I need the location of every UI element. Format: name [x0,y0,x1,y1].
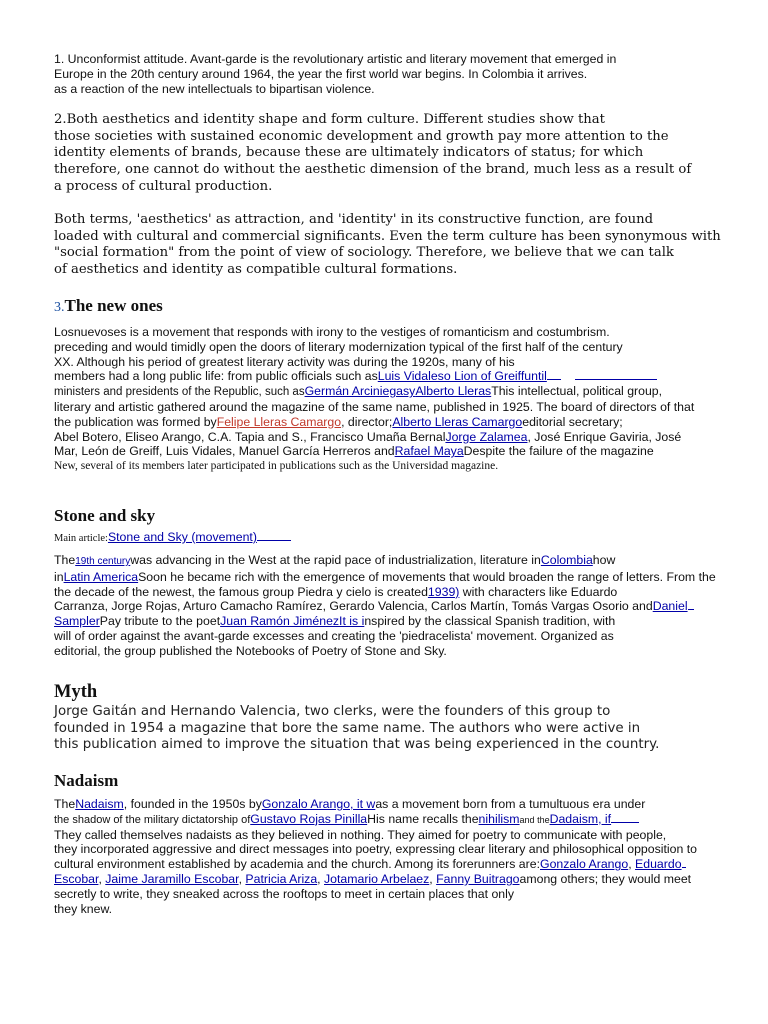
main-article-line [54,530,291,547]
text-line: 1. Unconformist attitude. Avant-garde is the revolutionary artistic and literary movement that emerged in [54,52,617,66]
both-terms-paragraph [54,212,754,279]
section-heading-new-ones [54,296,163,316]
link-latin-america[interactable]: Latin America [63,569,139,584]
link-gonzalo-arango[interactable]: Gonzalo Arango, it w [261,797,376,811]
text-line: Jorge Gaitán and Hernando Valencia, two clerks, were the founders of this group to [54,704,611,719]
link-jorge-zalamea[interactable]: Jorge Zalamea [445,429,528,444]
link-patricia-ariza[interactable]: Patricia Ariza [245,871,318,886]
link-fanny-buitrago[interactable]: Fanny Buitrago [436,871,520,886]
link-dadaism[interactable]: Dadaism, if [549,811,612,826]
link-underline-gap [682,857,686,868]
text-line: Both terms, 'aesthetics' as attraction, and 'identity' in its constructive function, are found [54,212,654,227]
link-underline-gap [688,599,694,610]
link-jaime-jaramillo-escobar[interactable]: Jaime Jaramillo Escobar [105,871,239,886]
section-number: 3. [54,300,65,315]
text-line: this publication aimed to improve the situation that was being experienced in the country. [54,737,660,753]
link-daniel-sampler[interactable]: Daniel [652,599,688,614]
link-underline-gap [257,530,291,541]
link-juan-ramon-jimenez[interactable]: Juan Ramón JiménezIt is i [220,614,365,629]
text-line: They called themselves nadaists as they believed in nothing. They aimed for poetry to communicate with people, [54,827,667,842]
text-line: TheNadaism, founded in the 1950s byGonzalo Arango, it was a movement born from a tumultuous era under [54,797,646,811]
text-line: 2.Both aesthetics and identity shape and form culture. Different studies show that [54,112,605,127]
link-underline-gap [611,812,639,823]
link-nadaism[interactable]: Nadaism [75,797,124,811]
main-article-label: Main article: [54,533,108,544]
text-line: literary and artistic gathered around the magazine of the same name, published in 1925. The board of directors of that [54,399,695,414]
stone-and-sky-paragraph [54,553,764,659]
text-line: loaded with cultural and commercial significants. Even the term culture has been synonymous with [54,228,721,244]
text-line: secretly to write, they sneaked across the rooftops to meet in certain places that only [54,886,514,901]
new-ones-paragraph [54,325,764,474]
link-gustavo-rojas-pinilla[interactable]: Gustavo Rojas Pinilla [250,811,368,826]
link-eduardo-escobar[interactable]: Eduardo [635,857,682,872]
link-stone-and-sky-movement[interactable]: Stone and Sky (movement) [107,530,257,544]
myth-paragraph [54,704,754,754]
link-luis-vidales[interactable]: Luis Vidaleso Lion of Greiffuntil [377,369,547,384]
link-nihilism[interactable]: nihilism [478,811,520,826]
text-line: cultural environment established by academia and the church. Among its forerunners are:Gonzalo Arango, Eduardo [54,857,766,872]
text-line: Europe in the 20th century around 1964, the year the first world war begins. In Colombia it arrives. [54,66,588,81]
text-line: identity elements of brands, because these are ultimately indicators of status; for which [54,145,644,161]
text-line: Losnuevoses is a movement that responds with irony to the vestiges of romanticism and costumbrism. [54,325,610,339]
link-sampler[interactable]: Sampler [54,614,100,629]
text-line: members had a long public life: from public officials such asLuis Vidaleso Lion of Greiffuntil [54,369,764,384]
link-felipe-lleras-camargo[interactable]: Felipe Lleras Camargo [216,414,342,429]
link-gonzalo-arango-2[interactable]: Gonzalo Arango [540,857,629,872]
text-line: Carranza, Jorge Rojas, Arturo Camacho Ramírez, Gerardo Valencia, Carlos Martín, Tomás Vargas Osorio andDaniel [54,599,764,614]
link-alberto-lleras[interactable]: Alberto Lleras [415,384,492,399]
text-line: they incorporated aggressive and direct messages into poetry, expressing clear literary and philosophical opposition to [54,842,697,857]
section-heading-stone-and-sky: Stone and sky [54,506,156,525]
text-line: they knew. [54,901,113,916]
text-line: Escobar, Jaime Jaramillo Escobar, Patricia Ariza, Jotamario Arbelaez, Fanny Buitragoamong others; they would meet [54,871,692,886]
text-line: will of order against the avant-garde excesses and creating the 'piedracelista' movement. Organized as [54,628,614,643]
text-line: founded in 1954 a magazine that bore the same name. The authors who were active in [54,720,641,736]
section-heading-nadaism: Nadaism [54,771,119,790]
text-line: of aesthetics and identity as compatible cultural formations. [54,262,458,278]
text-line: XX. Although his period of greatest literary activity was during the 1920s, many of his [54,354,515,369]
text-line: those societies with sustained economic development and growth pay more attention to the [54,128,669,144]
text-line: New, several of its members later participated in publications such as the Universidad magazine. [54,460,499,473]
text-line: preceding and would timidly open the doors of literary modernization typical of the first half of the century [54,339,623,354]
link-rafael-maya[interactable]: Rafael Maya [394,444,464,459]
text-line: editorial, the group published the Notebooks of Poetry of Stone and Sky. [54,643,447,658]
text-line: "social formation" from the point of view of sociology. Therefore, we believe that we can talk [54,245,674,261]
aesthetics-paragraph [54,112,754,196]
link-jotamario-arbelaez[interactable]: Jotamario Arbelaez [324,871,430,886]
link-underline-gap [575,369,657,380]
section-title: The new ones [64,296,163,315]
text-line: ministers and presidents of the Republic, such asGermán ArciniegasyAlberto LlerasThis intellectual, political group, [54,384,663,399]
link-escobar[interactable]: Escobar [54,871,99,886]
section-heading-myth: Myth [54,682,98,702]
text-line: a process of cultural production. [54,178,273,194]
link-1939[interactable]: 1939) [427,584,460,599]
link-alberto-lleras-camargo[interactable]: Alberto Lleras Camargo [392,414,523,429]
text-line: as a reaction of the new intellectuals to bipartisan violence. [54,81,375,96]
text-line: inLatin AmericaSoon he became rich with the emergence of movements that would broaden the range of letters. From the [54,569,716,584]
text-line: the decade of the newest, the famous group Piedra y cielo is created1939) with characters like Eduardo [54,584,618,599]
text-line: the publication was formed byFelipe Lleras Camargo, director;Alberto Lleras Camargoeditorial secretary; [54,414,623,429]
text-line: SamplerPay tribute to the poetJuan Ramón JiménezIt is inspired by the classical Spanish tradition, with [54,614,616,629]
link-19th-century[interactable]: 19th century [75,556,131,567]
text-line: Mar, León de Greiff, Luis Vidales, Manuel García Herreros andRafael MayaDespite the failure of the magazine [54,444,654,459]
text-line: Abel Botero, Eliseo Arango, C.A. Tapia and S., Francisco Umaña BernalJorge Zalamea, José Enrique Gaviria, José [54,429,682,444]
intro-paragraph [54,52,754,96]
text-line: therefore, one cannot do without the aesthetic dimension of the brand, much less as a result of [54,162,692,178]
text-line: The19th centurywas advancing in the West at the rapid pace of industrialization, literature inColombiahow [54,553,616,567]
link-german-arciniegas[interactable]: Germán Arciniegasy [304,384,416,399]
nadaism-paragraph [54,797,766,916]
link-colombia[interactable]: Colombia [540,553,593,567]
link-underline-gap [547,369,561,380]
text-line: the shadow of the military dictatorship ofGustavo Rojas PinillaHis name recalls thenihilismand theDadaism, if [54,812,766,828]
